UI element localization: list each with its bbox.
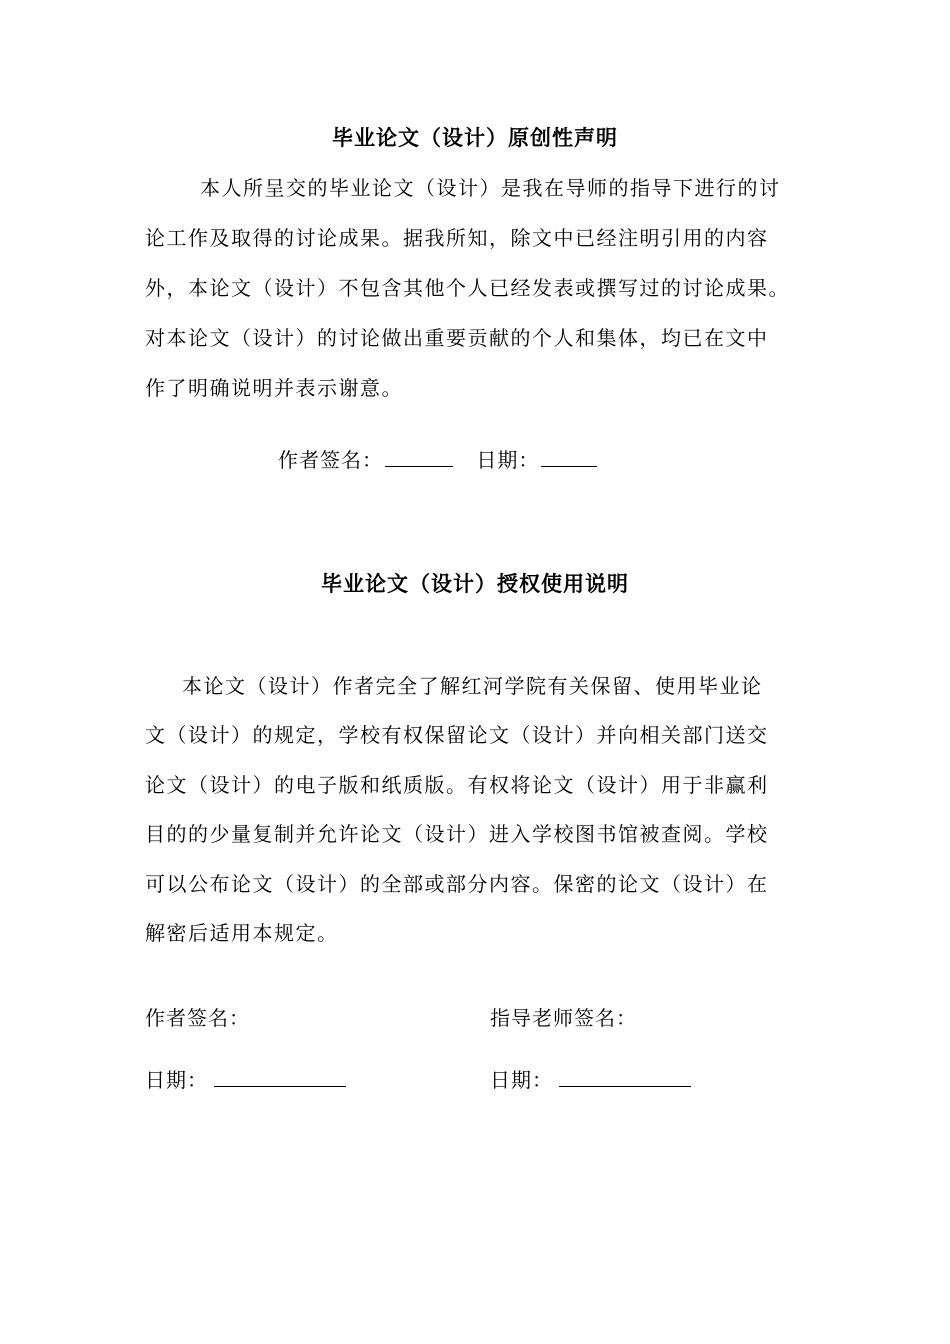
authorization-title: 毕业论文（设计）授权使用说明 bbox=[321, 571, 629, 596]
author-date-blank[interactable] bbox=[214, 1068, 346, 1087]
date-label: 日期： bbox=[476, 448, 540, 472]
originality-line-5: 作了明确说明并表示谢意。 bbox=[145, 376, 403, 400]
originality-line-3: 外，本论文（设计）不包含其他个人已经发表或撰写过的讨论成果。 bbox=[145, 276, 790, 300]
author-signature-label: 作者签名： bbox=[278, 448, 383, 472]
authorization-line-3: 论文（设计）的电子版和纸质版。有权将论文（设计）用于非赢利 bbox=[145, 773, 769, 797]
date-blank[interactable] bbox=[541, 448, 597, 467]
originality-title: 毕业论文（设计）原创性声明 bbox=[332, 125, 618, 150]
author-date-row bbox=[145, 1064, 346, 1093]
authorization-line-2: 文（设计）的规定，学校有权保留论文（设计）并向相关部门送交 bbox=[145, 723, 769, 747]
originality-signature-row bbox=[278, 444, 597, 473]
advisor-date-label: 日期： bbox=[490, 1068, 553, 1092]
author-signature-label-2: 作者签名： bbox=[145, 1006, 250, 1030]
author-date-label: 日期： bbox=[145, 1068, 208, 1092]
author-signature-blank[interactable] bbox=[385, 448, 453, 467]
authorization-line-4: 目的的少量复制并允许论文（设计）进入学校图书馆被查阅。学校 bbox=[145, 822, 769, 846]
advisor-date-blank[interactable] bbox=[559, 1068, 691, 1087]
originality-line-2: 论工作及取得的讨论成果。据我所知，除文中已经注明引用的内容 bbox=[145, 226, 769, 250]
authorization-line-1: 本论文（设计）作者完全了解红河学院有关保留、使用毕业论 bbox=[182, 674, 763, 698]
authorization-line-6: 解密后适用本规定。 bbox=[145, 921, 339, 945]
authorization-line-5: 可以公布论文（设计）的全部或部分内容。保密的论文（设计）在 bbox=[145, 872, 769, 896]
originality-line-1: 本人所呈交的毕业论文（设计）是我在导师的指导下进行的讨 bbox=[200, 176, 781, 200]
advisor-signature-label: 指导老师签名： bbox=[490, 1006, 637, 1030]
originality-line-4: 对本论文（设计）的讨论做出重要贡献的个人和集体，均已在文中 bbox=[145, 326, 769, 350]
advisor-date-row bbox=[490, 1064, 691, 1093]
